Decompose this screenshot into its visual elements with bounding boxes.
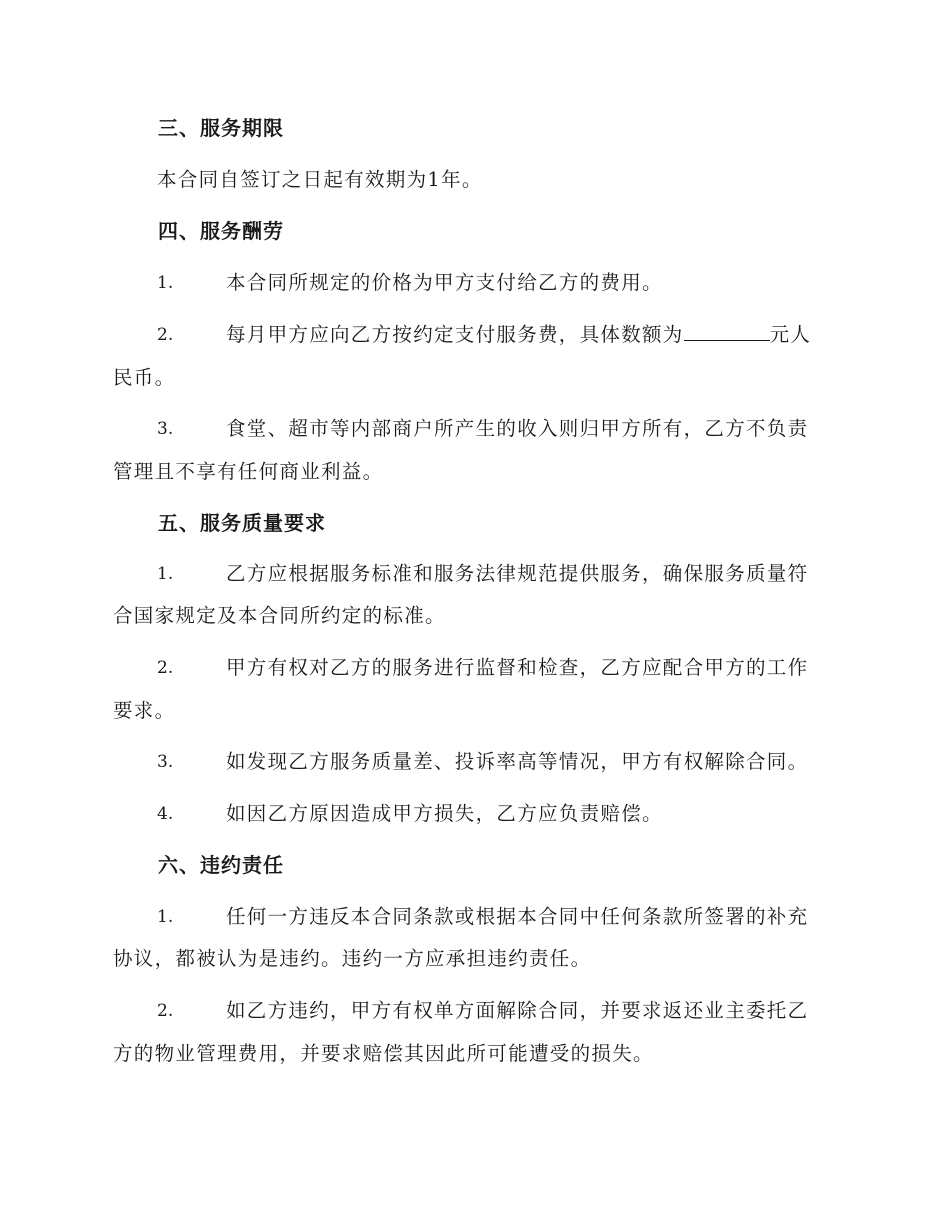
item-line: 如因乙方原因造成甲方损失，乙方应负责赔偿。: [226, 802, 663, 825]
paragraph-service-term: 本合同自签订之日起有效期为1年。: [157, 168, 483, 191]
item-line: 甲方有权对乙方的服务进行监督和检查，乙方应配合甲方的工作: [226, 656, 809, 679]
fill-in-blank: [684, 320, 770, 341]
item-line-before-blank: 每月甲方应向乙方按约定支付服务费，具体数额为: [226, 323, 684, 346]
item-line: 乙方应根据服务标准和服务法律规范提供服务，确保服务质量符: [226, 562, 809, 585]
item-number: 2.: [157, 1001, 174, 1021]
item-line-continued: 合国家规定及本合同所约定的标准。: [113, 604, 446, 627]
section-heading-service-quality: 五、服务质量要求: [158, 511, 326, 535]
item-number: 1.: [157, 273, 174, 293]
item-number: 2.: [157, 325, 174, 345]
item-number: 1.: [157, 907, 174, 927]
item-line: 如乙方违约，甲方有权单方面解除合同，并要求返还业主委托乙: [226, 999, 809, 1022]
section-heading-service-term: 三、服务期限: [158, 116, 284, 140]
item-line-continued: 协议，都被认为是违约。违约一方应承担违约责任。: [113, 947, 592, 970]
item-line-continued: 民币。: [113, 366, 176, 389]
item-line: 食堂、超市等内部商户所产生的收入则归甲方所有，乙方不负责: [226, 417, 809, 440]
item-line: [226, 320, 811, 350]
item-line-continued: 管理且不享有任何商业利益。: [113, 460, 384, 483]
item-line-continued: 方的物业管理费用，并要求赔偿其因此所可能遭受的损失。: [113, 1042, 654, 1065]
item-number: 3.: [157, 419, 174, 439]
section-heading-liability: 六、违约责任: [158, 853, 284, 877]
item-number: 4.: [157, 804, 174, 824]
item-number: 2.: [157, 658, 174, 678]
item-line-after-blank: 元人: [769, 323, 812, 346]
section-heading-service-fee: 四、服务酬劳: [158, 219, 284, 243]
item-line: 任何一方违反本合同条款或根据本合同中任何条款所签署的补充: [226, 905, 809, 928]
item-line: 本合同所规定的价格为甲方支付给乙方的费用。: [226, 271, 663, 294]
item-number: 1.: [157, 564, 174, 584]
item-number: 3.: [157, 752, 174, 772]
item-line: 如发现乙方服务质量差、投诉率高等情况，甲方有权解除合同。: [226, 750, 809, 773]
item-line-continued: 要求。: [113, 699, 176, 722]
